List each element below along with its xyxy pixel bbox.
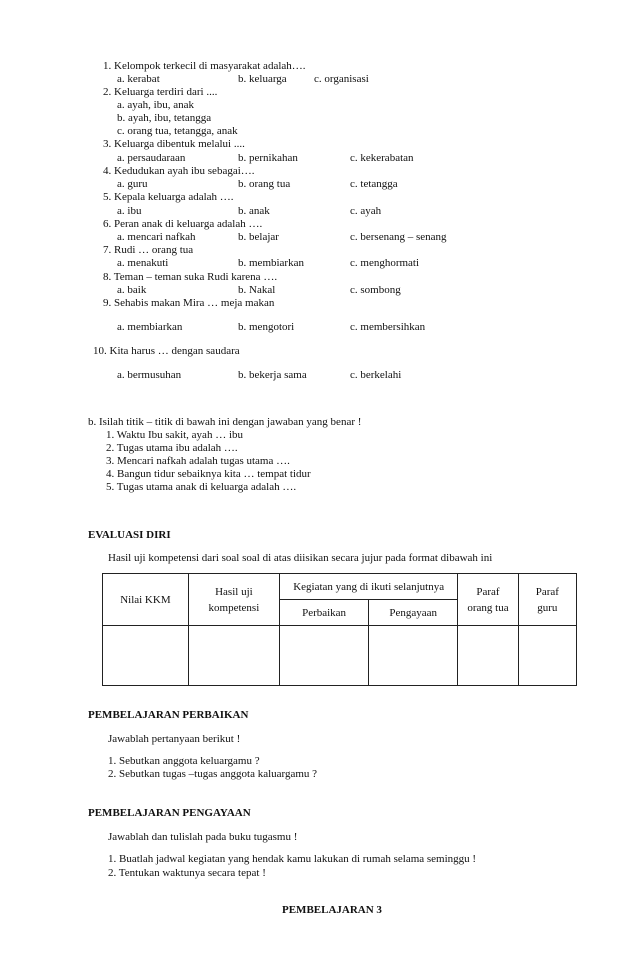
- option-c: c. bersenang – senang: [350, 231, 447, 243]
- header-paraf-guru-line1: Paraf: [535, 585, 559, 598]
- list-item: 4. Bangun tidur sebaiknya kita … tempat tidur: [106, 468, 311, 480]
- option-b: b. belajar: [238, 231, 279, 243]
- option-b: b. anak: [238, 205, 270, 217]
- page-footer: PEMBELAJARAN 3: [282, 904, 382, 916]
- option-b: b. pernikahan: [238, 152, 298, 164]
- header-hasil-uji: [188, 574, 279, 626]
- list-item: 1. Waktu Ibu sakit, ayah … ibu: [106, 429, 244, 441]
- option-a: a. ibu: [117, 205, 142, 217]
- cell-nilai-kkm: [103, 626, 189, 686]
- evaluasi-intro: Hasil uji kompetensi dari soal soal di atas diisikan secara jujur pada format dibawah ini: [108, 552, 493, 564]
- option-c: c. tetangga: [350, 178, 398, 190]
- list-item: 2. Tentukan waktunya secara tepat !: [108, 867, 266, 879]
- list-item: 3. Mencari nafkah adalah tugas utama ….: [106, 455, 290, 467]
- cell-perbaikan: [280, 626, 369, 686]
- option-a: a. guru: [117, 178, 148, 190]
- section-title-pengayaan: PEMBELAJARAN PENGAYAAN: [88, 807, 251, 819]
- option-a: a. membiarkan: [117, 321, 183, 333]
- question-text: 9. Sehabis makan Mira … meja makan: [103, 297, 275, 309]
- section-title-perbaikan: PEMBELAJARAN PERBAIKAN: [88, 709, 249, 721]
- cell-hasil-uji: [188, 626, 279, 686]
- option-a: a. baik: [117, 284, 147, 296]
- option-b: b. bekerja sama: [238, 369, 307, 381]
- perbaikan-intro: Jawablah pertanyaan berikut !: [108, 733, 241, 745]
- option-b: b. keluarga: [238, 73, 287, 85]
- question-text: 8. Teman – teman suka Rudi karena ….: [103, 271, 278, 283]
- header-perbaikan: Perbaikan: [280, 600, 369, 626]
- option-a: a. kerabat: [117, 73, 160, 85]
- option-a: a. persaudaraan: [117, 152, 186, 164]
- section-title-evaluasi: EVALUASI DIRI: [88, 529, 171, 541]
- question-text: 1. Kelompok terkecil di masyarakat adalah….: [103, 60, 306, 72]
- question-text: 10. Kita harus … dengan saudara: [93, 345, 240, 357]
- header-hasil-uji-line2: kompetensi: [208, 601, 260, 614]
- option-c: c. orang tua, tetangga, anak: [117, 125, 238, 137]
- question-text: 6. Peran anak di keluarga adalah ….: [103, 218, 263, 230]
- cell-pengayaan: [369, 626, 458, 686]
- option-c: c. organisasi: [314, 73, 369, 85]
- header-paraf-guru-line2: guru: [537, 601, 558, 614]
- option-a: a. mencari nafkah: [117, 231, 196, 243]
- option-b: b. mengotori: [238, 321, 295, 333]
- question-text: 5. Kepala keluarga adalah ….: [103, 191, 234, 203]
- question-text: 4. Kedudukan ayah ibu sebagai….: [103, 165, 255, 177]
- header-paraf-ortu-line2: orang tua: [467, 601, 509, 614]
- option-c: c. menghormati: [350, 257, 420, 269]
- header-kegiatan: Kegiatan yang di ikuti selanjutnya: [280, 574, 458, 600]
- option-a: a. ayah, ibu, anak: [117, 99, 194, 111]
- option-b: b. orang tua: [238, 178, 291, 190]
- header-paraf-guru: [518, 574, 576, 626]
- option-b: b. membiarkan: [238, 257, 304, 269]
- option-b: b. ayah, ibu, tetangga: [117, 112, 212, 124]
- list-item: 2. Tugas utama ibu adalah ….: [106, 442, 238, 454]
- header-nilai-kkm: Nilai KKM: [103, 574, 189, 626]
- option-c: c. membersihkan: [350, 321, 426, 333]
- option-b: b. Nakal: [238, 284, 276, 296]
- table-row: [103, 626, 577, 686]
- option-a: a. menakuti: [117, 257, 169, 269]
- header-paraf-ortu-line1: Paraf: [476, 585, 500, 598]
- option-c: c. ayah: [350, 205, 382, 217]
- header-paraf-orang-tua: [458, 574, 518, 626]
- cell-paraf-guru: [518, 626, 576, 686]
- option-c: c. sombong: [350, 284, 401, 296]
- evaluation-table: [102, 573, 577, 686]
- list-item: 5. Tugas utama anak di keluarga adalah ….: [106, 481, 297, 493]
- list-item: 1. Sebutkan anggota keluargamu ?: [108, 755, 260, 767]
- part-b-heading: b. Isilah titik – titik di bawah ini dengan jawaban yang benar !: [88, 416, 362, 428]
- option-a: a. bermusuhan: [117, 369, 182, 381]
- question-text: 2. Keluarga terdiri dari ....: [103, 86, 218, 98]
- option-c: c. kekerabatan: [350, 152, 414, 164]
- option-c: c. berkelahi: [350, 369, 402, 381]
- list-item: 2. Sebutkan tugas –tugas anggota kaluargamu ?: [108, 768, 318, 780]
- question-text: 3. Keluarga dibentuk melalui ....: [103, 138, 245, 150]
- header-hasil-uji-line1: Hasil uji: [215, 585, 253, 598]
- header-pengayaan: Pengayaan: [369, 600, 458, 626]
- cell-paraf-orang-tua: [458, 626, 518, 686]
- question-text: 7. Rudi … orang tua: [103, 244, 194, 256]
- pengayaan-intro: Jawablah dan tulislah pada buku tugasmu !: [108, 831, 298, 843]
- list-item: 1. Buatlah jadwal kegiatan yang hendak kamu lakukan di rumah selama seminggu !: [108, 853, 477, 865]
